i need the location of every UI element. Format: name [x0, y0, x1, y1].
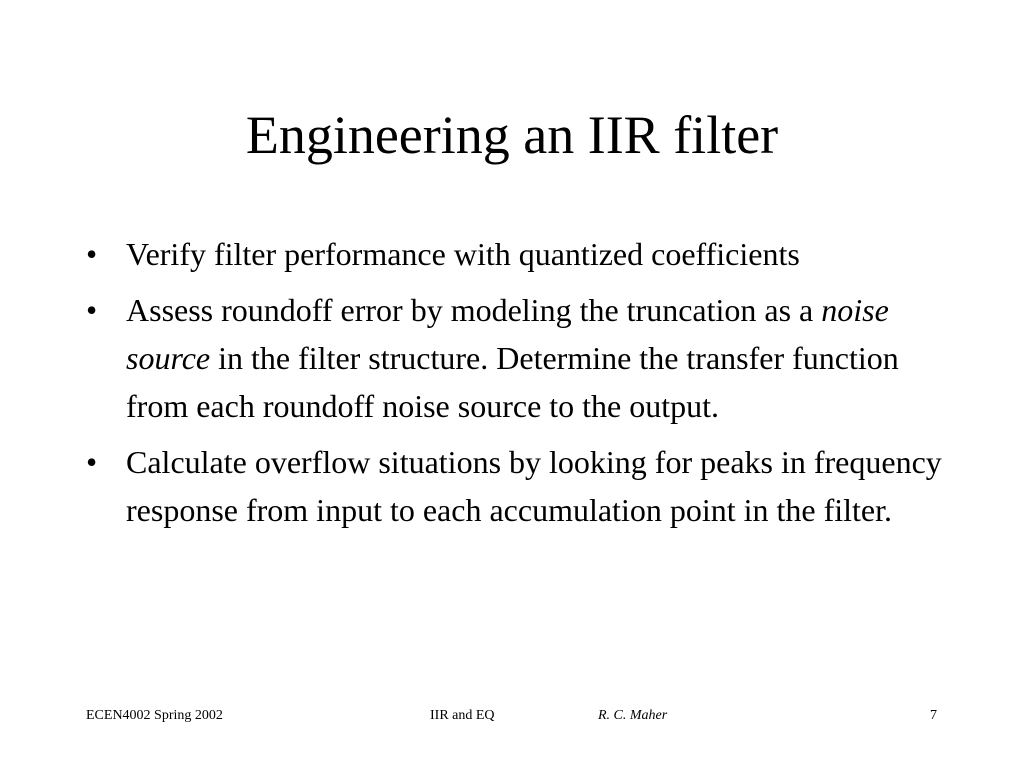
- bullet-text: Calculate overflow situations by looking for peaks in frequency response from input to each accumulation point in the filter.: [126, 444, 942, 528]
- footer-course: ECEN4002 Spring 2002: [86, 708, 223, 723]
- bullet-item-quantized-coefficients: [86, 230, 956, 278]
- bullet-text-after-emphasis: in the filter structure. Determine the transfer function from each roundoff noise source to the output.: [126, 340, 899, 424]
- footer-topic: IIR and EQ: [430, 708, 495, 723]
- bullet-symbol: •: [86, 292, 98, 328]
- bullet-item-roundoff-error: [86, 286, 956, 430]
- bullet-symbol: •: [86, 444, 98, 480]
- footer-page-number: 7: [930, 708, 937, 723]
- bullet-text: Verify filter performance with quantized coefficients: [126, 236, 800, 272]
- slide-title: Engineering an IIR filter: [245, 105, 779, 165]
- bullet-symbol: •: [86, 236, 98, 272]
- bullet-item-overflow: [86, 438, 956, 534]
- bullet-text-emphasis: noise source: [126, 292, 889, 376]
- bullet-list: [86, 230, 956, 542]
- bullet-text-before-emphasis: Assess roundoff error by modeling the truncation as a: [126, 292, 822, 328]
- footer-author: R. C. Maher: [598, 708, 668, 723]
